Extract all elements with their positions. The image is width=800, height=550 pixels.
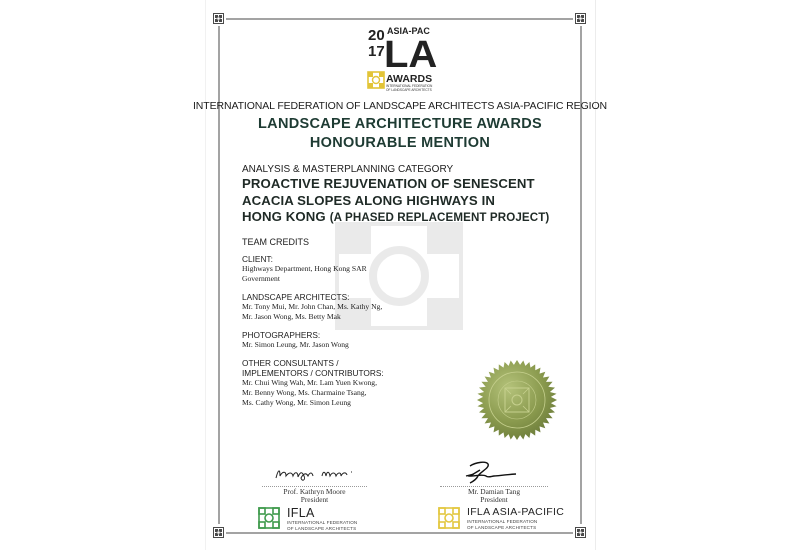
ifla-asia-pacific-mark-icon (438, 507, 460, 529)
ifla-mark-icon (258, 507, 280, 529)
credit-label: OTHER CONSULTANTS / (242, 358, 339, 368)
logo-word: AWARDS (386, 73, 433, 85)
award-seal-icon (476, 359, 558, 441)
credit-value: Ms. Cathy Wong, Mr. Simon Leung (242, 398, 351, 407)
ifla-mark-icon (368, 72, 384, 88)
credit-group-landscape-architects (242, 292, 472, 322)
org-fullname-line: OF LANDSCAPE ARCHITECTS (467, 525, 537, 531)
logo-year-top: 20 (368, 27, 385, 44)
credit-value: Government (242, 274, 280, 283)
logo-region: ASIA-PAC (387, 26, 430, 36)
svg-text:INTERNATIONAL FEDERATION: INTERNATIONAL FEDERATION (386, 84, 433, 88)
credit-value: Mr. Chui Wing Wah, Mr. Lam Yuen Kwong, (242, 378, 377, 387)
signatory-name: Mr. Damian Tang (467, 487, 521, 496)
credit-value: Mr. Tony Mui, Mr. John Chan, Ms. Kathy Ng, (242, 302, 383, 311)
project-title-line: HONG KONG (242, 209, 326, 224)
project-subtitle: (A PHASED REPLACEMENT PROJECT) (329, 211, 550, 224)
credit-label: LANDSCAPE ARCHITECTS: (242, 292, 350, 302)
award-level: HONOURABLE MENTION (309, 135, 491, 151)
logo-year-bottom: 17 (368, 43, 385, 60)
ifla-asia-pacific-logo (438, 507, 564, 529)
asia-pac-la-awards-logo (366, 25, 444, 95)
signatory-role: President (480, 495, 508, 504)
credit-value: Highways Department, Hong Kong SAR (242, 264, 367, 273)
paper-edge (595, 0, 596, 550)
frame-border-bottom (226, 532, 573, 534)
signature-damian-tang (440, 460, 548, 484)
signature-kathryn-moore (262, 460, 367, 484)
paper-edge (205, 0, 206, 550)
award-title: LANDSCAPE ARCHITECTURE AWARDS (258, 116, 542, 132)
org-fullname-line: INTERNATIONAL FEDERATION (287, 520, 358, 525)
corner-ornament-icon (213, 527, 224, 538)
signature-block-right (440, 460, 548, 504)
credit-value: Mr. Simon Leung, Mr. Jason Wong (242, 340, 349, 349)
credit-label: CLIENT: (242, 254, 273, 264)
project-title (242, 176, 549, 227)
org-name: IFLA ASIA-PACIFIC (467, 506, 565, 518)
org-name: IFLA (287, 506, 315, 520)
signatory-name: Prof. Kathryn Moore (283, 487, 346, 496)
corner-ornament-icon (213, 13, 224, 24)
credit-label: PHOTOGRAPHERS: (242, 330, 321, 340)
frame-border-top (226, 18, 573, 20)
team-credits-heading: TEAM CREDITS (242, 237, 310, 247)
logo-letters: LA (384, 33, 438, 76)
project-title-line: PROACTIVE REJUVENATION OF SENESCENT (242, 176, 535, 191)
corner-ornament-icon (575, 527, 586, 538)
corner-ornament-icon (575, 13, 586, 24)
team-credits (242, 237, 472, 416)
signature-block-left (262, 460, 367, 504)
award-category: ANALYSIS & MASTERPLANNING CATEGORY (242, 164, 454, 175)
ifla-logo (258, 506, 358, 532)
signatory-role: President (300, 495, 329, 504)
credit-group-other-consultants (242, 358, 472, 408)
org-fullname-line: OF LANDSCAPE ARCHITECTS (287, 526, 357, 532)
credit-group-photographers (242, 330, 472, 350)
federation-name: INTERNATIONAL FEDERATION OF LANDSCAPE ARCHITECTS ASIA-PACIFIC REGION (192, 100, 608, 112)
credit-value: Mr. Jason Wong, Ms. Betty Mak (242, 312, 341, 321)
credit-group-client (242, 254, 472, 284)
credit-label: IMPLEMENTORS / CONTRIBUTORS: (242, 368, 384, 378)
project-title-line: ACACIA SLOPES ALONG HIGHWAYS IN (242, 192, 495, 208)
svg-text:OF LANDSCAPE ARCHITECTS: OF LANDSCAPE ARCHITECTS (386, 88, 432, 92)
org-fullname-line: INTERNATIONAL FEDERATION (467, 519, 538, 524)
credit-value: Mr. Benny Wong, Ms. Charmaine Tsang, (242, 388, 367, 397)
